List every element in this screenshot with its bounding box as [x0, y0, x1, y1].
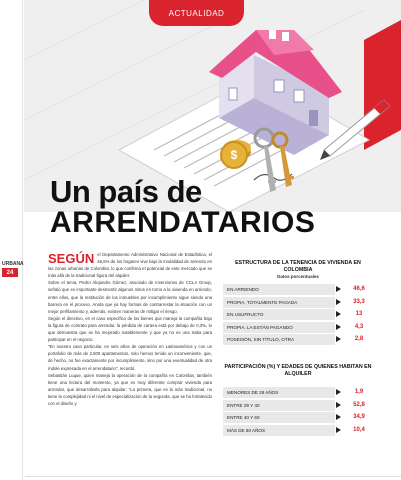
section-tab-label: ACTUALIDAD: [168, 8, 225, 18]
row-value: 46,6: [353, 286, 365, 292]
article-paragraph: el Departamento Administrativo Nacional de Estadística, el 46,6% de los hogares vive bajo la modalidad de arriendo en las zonas urbanas de Colombia, lo que confirma el potencial de este mercado que se más allá de la tradicional figura del alquiler.: [48, 252, 212, 279]
age-table-title: PARTICIPACIÓN (%) Y EDADES DE QUIENES HABITAN EN ALQUILER: [224, 364, 372, 377]
table-row: [223, 309, 373, 320]
article-paragraph: Sebastián Luque, quien maneja la operación de la compañía en Colombia, también tiene una lectura del momento, ya que es muy diferente comprar vivienda para arrendar, que desarrollarla para alquilar: "La primera, que es la más tradicional, no tiene la complejidad ni el nivel de especialización de la segunda, que se ha fortalecido con el diseño y: [48, 372, 212, 406]
headline-line-1: Un país de: [50, 174, 202, 209]
row-value: 4,3: [354, 323, 364, 330]
row-label: EN ARRIENDO: [223, 284, 335, 295]
row-label: PROPIA, LA ESTÁN PAGANDO: [223, 322, 335, 333]
arrow-right-icon: [336, 299, 341, 305]
lead-word: SEGÚN: [48, 251, 95, 266]
tenure-table: [223, 260, 373, 347]
arrow-right-icon: [336, 311, 341, 317]
table-row: [223, 412, 373, 423]
bottom-rule: [25, 476, 401, 477]
article-paragraph: "En nuestro caso particular, en seis años de operación en Latinoamérica y con un portafolio de más de 2.500 apartamentos, solo hemos tenido un inconveniente, que, de hecho, no fue exactamente por incumplimiento, sino por una eventualidad de otra índole expresada en el arrendatario", recordó.: [48, 344, 212, 371]
section-tab: [149, 0, 244, 26]
red-band: [364, 20, 401, 150]
arrow-right-icon: [336, 324, 341, 330]
arrow-right-icon: [336, 389, 341, 395]
age-table: [223, 364, 373, 437]
tenure-table-title: ESTRUCTURA DE LA TENENCIA DE VIVIENDA EN COLOMBIA: [235, 260, 361, 273]
tenure-table-subtitle: Datos porcentuales: [277, 274, 319, 279]
page-number: 24: [2, 268, 18, 277]
svg-text:$: $: [230, 148, 238, 162]
row-label: EN USUFRUCTO: [223, 309, 335, 320]
row-value: 33,3: [353, 298, 365, 305]
row-value: 1,9: [354, 389, 364, 395]
row-label: ENTRE 40 Y 60: [223, 412, 335, 423]
arrow-right-icon: [336, 402, 341, 408]
arrow-right-icon: [336, 286, 341, 292]
row-value: 52,8: [353, 401, 365, 408]
margin-section-label: URBANA: [2, 261, 24, 267]
table-row: [223, 284, 373, 295]
arrow-right-icon: [336, 427, 341, 433]
table-row: [223, 387, 373, 398]
table-row: [223, 334, 373, 345]
row-label: ENTRE 29 Y 40: [223, 400, 335, 411]
article-paragraph: Sobre el tema, Pedro Alejandro Gómez, asociado de Inversiones de CCLA Group, señaló que es importante desmentir algunos mitos en torno a la vivienda en arriendo, entre ellos, que la restitución de los inmuebles por incumplimiento sigue siendo una barrera en el proceso. Anota que ya hay formas de contrarrestar la situación con un mejor perfilamiento y, además, existen maneras de mitigar el riesgo.: [48, 280, 212, 314]
arrow-right-icon: [336, 414, 341, 420]
row-value: 10,4: [353, 426, 365, 433]
arrow-right-icon: [336, 336, 341, 342]
article-body: [48, 251, 212, 407]
article-paragraph: Según el directivo, en el caso específico de los bienes que maneja la compañía bajo la figura de contrato para arrendar, la pérdida de cartera está por debajo de 0,3%, lo que demuestra que se ha mejorado notablemente y que ya no es una traba para participar en el negocio.: [48, 315, 212, 343]
row-value: 13: [355, 311, 363, 317]
row-label: POSESIÓN, SIN TÍTULO, OTRA: [223, 334, 335, 345]
table-row: [223, 297, 373, 308]
headline-line-2: ARRENDATARIOS: [50, 206, 316, 239]
row-value: 2,8: [354, 336, 364, 342]
margin-rule: [22, 0, 23, 480]
row-label: MENORES DE 28 AÑOS: [223, 387, 335, 398]
row-label: PROPIA, TOTALMENTE PAGADA: [223, 297, 335, 308]
row-label: MÁS DE 60 AÑOS: [223, 425, 335, 436]
row-value: 34,9: [353, 414, 365, 420]
table-row: [223, 400, 373, 411]
table-row: [223, 322, 373, 333]
table-row: [223, 425, 373, 436]
